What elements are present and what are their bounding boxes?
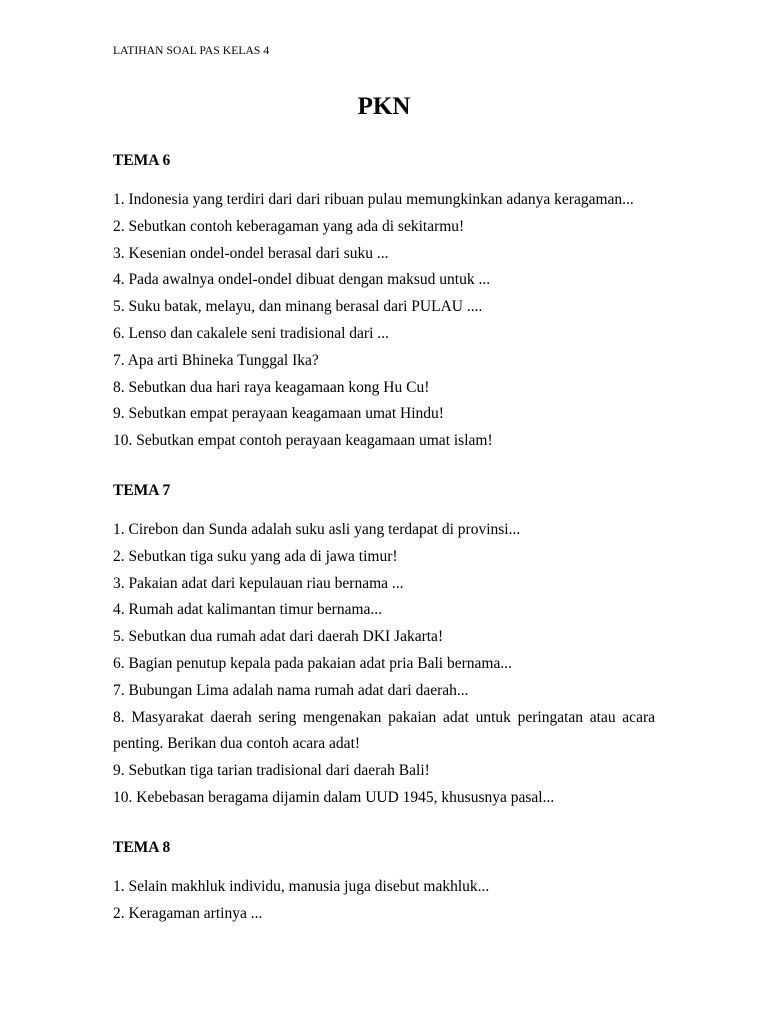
question-item: 3. Kesenian ondel-ondel berasal dari suku ... xyxy=(113,244,389,262)
question-item: 5. Sebutkan dua rumah adat dari daerah DKI Jakarta! xyxy=(113,628,444,646)
section-heading: TEMA 6 xyxy=(113,152,171,169)
question-list xyxy=(113,874,655,928)
section-heading: TEMA 8 xyxy=(113,839,171,856)
question-item: 5. Suku batak, melayu, dan minang berasal dari PULAU .... xyxy=(113,298,483,316)
question-item: 6. Bagian penutup kepala pada pakaian adat pria Bali bernama... xyxy=(113,654,512,672)
question-item: 2. Sebutkan tiga suku yang ada di jawa timur! xyxy=(113,547,398,565)
question-list xyxy=(113,187,655,455)
question-item: 4. Pada awalnya ondel-ondel dibuat dengan maksud untuk ... xyxy=(113,271,491,289)
question-item: 8. Sebutkan dua hari raya keagamaan kong Hu Cu! xyxy=(113,378,430,396)
question-item: 1. Selain makhluk individu, manusia juga disebut makhluk... xyxy=(113,878,490,895)
question-item: 1. Cirebon dan Sunda adalah suku asli yang terdapat di provinsi... xyxy=(113,521,521,538)
question-item: 7. Apa arti Bhineka Tunggal Ika? xyxy=(113,351,319,369)
section-tema-6 xyxy=(113,152,655,455)
question-item: 9. Sebutkan tiga tarian tradisional dari daerah Bali! xyxy=(113,762,430,780)
question-item: 7. Bubungan Lima adalah nama rumah adat dari daerah... xyxy=(113,681,469,699)
question-item: 1. Indonesia yang terdiri dari dari ribuan pulau memungkinkan adanya keragaman... xyxy=(113,191,634,208)
question-item: 4. Rumah adat kalimantan timur bernama... xyxy=(113,601,383,619)
question-item: 2. Keragaman artinya ... xyxy=(113,904,263,922)
page-header: LATIHAN SOAL PAS KELAS 4 xyxy=(113,45,270,57)
page-title: PKN xyxy=(357,93,411,120)
section-tema-7 xyxy=(113,482,655,812)
question-item: 3. Pakaian adat dari kepulauan riau bernama ... xyxy=(113,574,404,592)
section-heading: TEMA 7 xyxy=(113,482,171,499)
question-item: 10. Sebutkan empat contoh perayaan keagamaan umat islam! xyxy=(113,432,493,450)
question-list xyxy=(113,517,655,812)
question-item: 2. Sebutkan contoh keberagaman yang ada di sekitarmu! xyxy=(113,217,465,235)
question-item: 9. Sebutkan empat perayaan keagamaan umat Hindu! xyxy=(113,405,444,423)
section-tema-8 xyxy=(113,839,655,928)
question-item: 6. Lenso dan cakalele seni tradisional dari ... xyxy=(113,324,389,342)
question-item: 10. Kebebasan beragama dijamin dalam UUD 1945, khususnya pasal... xyxy=(113,788,555,806)
question-item: 8. Masyarakat daerah sering mengenakan pakaian adat untuk peringatan atau acara penting. Berikan dua contoh acara adat! xyxy=(113,708,655,753)
